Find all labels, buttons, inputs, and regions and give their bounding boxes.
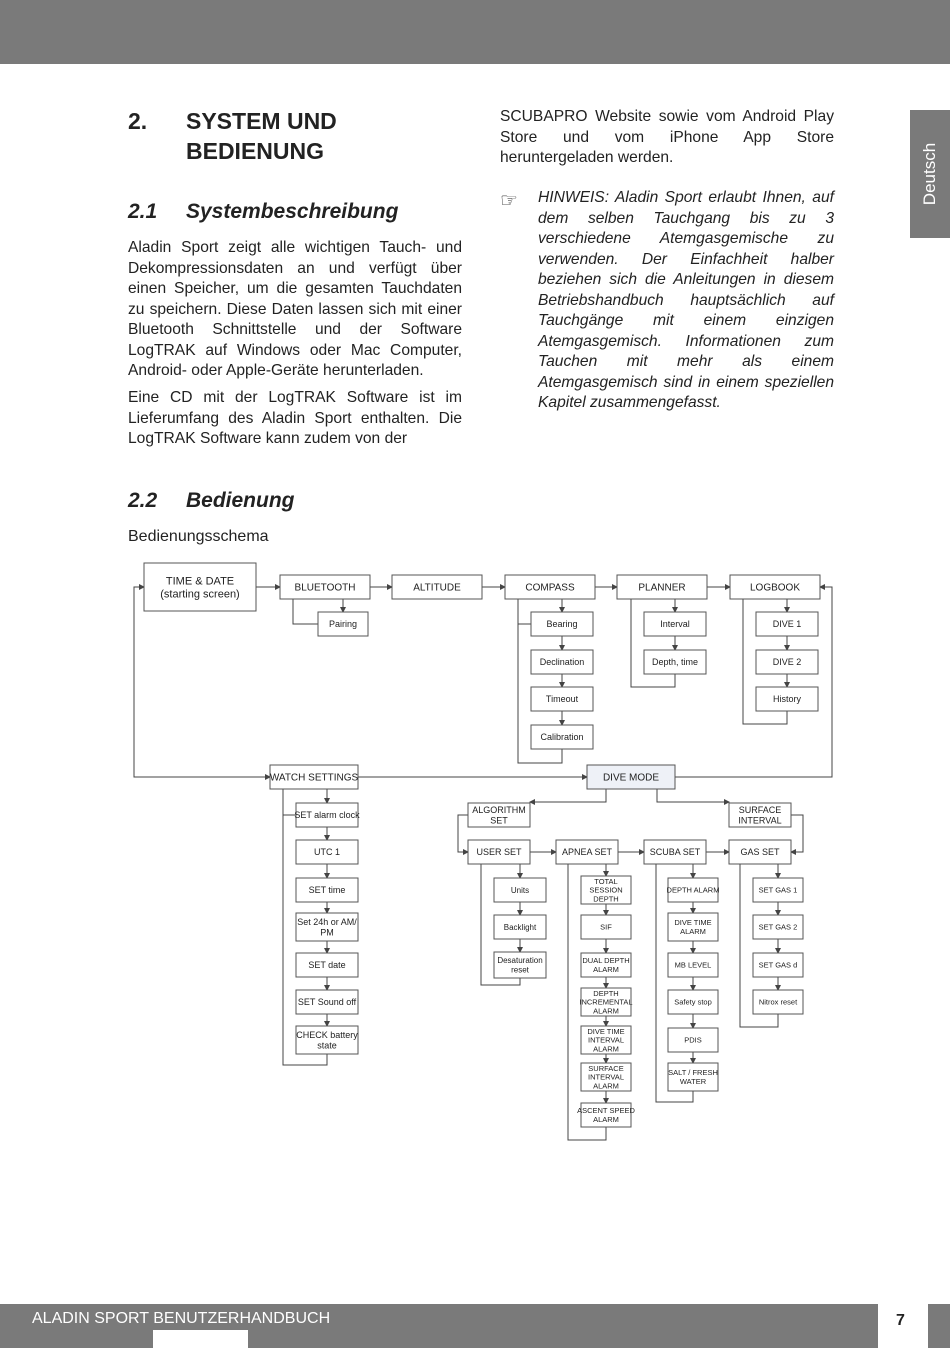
- footer-bar: [0, 1304, 878, 1348]
- node-watch-2: [296, 878, 358, 902]
- node-apnea-2-label: DUAL DEPTH: [582, 956, 630, 966]
- node-scuba-3-label: Safety stop: [674, 997, 712, 1007]
- node-time-date-label: TIME & DATE: [165, 575, 235, 588]
- pointing-hand-icon: ☞: [500, 190, 518, 212]
- node-algorithm-set-label: ALGORITHM: [472, 804, 526, 815]
- subsection-number: 2.1: [128, 200, 158, 223]
- node-watch-6-label: state: [317, 1040, 337, 1051]
- node-apnea-5-label: ALARM: [593, 1081, 619, 1091]
- node-watch-4-label: SET date: [308, 960, 346, 971]
- node-pairing: [318, 612, 368, 636]
- node-watch-0-label: SET alarm clock: [294, 810, 360, 821]
- node-apnea-5-label: INTERVAL: [588, 1072, 624, 1082]
- node-apnea-3: [579, 988, 632, 1016]
- note-text: HINWEIS: Aladin Sport erlaubt Ihnen, auf dem selben Tauchgang bis zu 3 verschiedene Atemgasgemische zu verwenden. Der Einfachheit halber beziehen sich die Anleitungen in diesem Betriebshandbuch hauptsächlich auf Tauchgänge mit einem einzigen Atemgasgemisch. Informationen zum Tauchen mit mehr als einem Atemgasgemisch sind in einem speziellen Kapitel zusammengefasst.: [538, 189, 834, 411]
- node-apnea-2-label: ALARM: [593, 965, 619, 975]
- node-apnea-6-label: ASCENT SPEED: [577, 1106, 635, 1116]
- node-apnea-3-label: INCREMENTAL: [579, 997, 633, 1007]
- node-algorithm-set: [468, 803, 530, 827]
- node-surface-interval: [729, 803, 791, 827]
- node-logbook-1-label: DIVE 2: [772, 657, 802, 668]
- node-user-2-label: Desaturation: [497, 956, 543, 966]
- node-gas-3: [753, 990, 803, 1014]
- node-apnea-4: [581, 1026, 631, 1054]
- node-apnea-1-label: SIF: [600, 922, 612, 932]
- node-planner-1-label: Depth, time: [651, 657, 699, 668]
- node-user-0-label: Units: [510, 885, 530, 895]
- node-logbook-2-label: History: [772, 694, 802, 705]
- node-apnea-5: [581, 1063, 631, 1091]
- page-number-box: [878, 1304, 928, 1348]
- node-apnea-0-label: DEPTH: [593, 894, 619, 904]
- node-time-date: [144, 563, 256, 611]
- node-apnea-6: [577, 1103, 635, 1127]
- node-gas-set: [729, 840, 791, 864]
- node-planner: [617, 575, 707, 599]
- node-surface-interval-label: INTERVAL: [738, 815, 782, 826]
- node-scuba-3: [668, 990, 718, 1014]
- node-watch-0: [294, 803, 360, 827]
- node-apnea-0: [581, 876, 631, 904]
- node-bluetooth: [280, 575, 370, 599]
- node-apnea-3-label: ALARM: [593, 1006, 619, 1016]
- paragraph-system-description: Aladin Sport zeigt alle wichtigen Tauch- und Dekompressionsdaten an und verfügt über einen Speicher, um die gesamten Tauchdaten zu speichern. Diese Daten lassen sich mit einer Bluetooth Schnittstelle und der Software LogTRAK auf Windows oder Mac Computer, Android- oder Apple-Geräte herunterladen.: [128, 239, 462, 379]
- node-logbook-2: [756, 687, 818, 711]
- node-pairing-label: Pairing: [328, 619, 358, 630]
- connector-line: [657, 789, 729, 802]
- node-scuba-0-label: DEPTH ALARM: [666, 885, 720, 895]
- footer-right-strip: [928, 1304, 950, 1348]
- subsection-number: 2.2: [128, 489, 158, 512]
- node-logbook-1: [756, 650, 818, 674]
- node-scuba-4: [668, 1028, 718, 1052]
- node-scuba-2-label: MB LEVEL: [674, 960, 712, 970]
- node-watch-3-label: Set 24h or AM/: [297, 916, 357, 927]
- node-gas-2-label: SET GAS d: [758, 960, 798, 970]
- node-logbook-0-label: DIVE 1: [772, 619, 802, 630]
- page-number: 7: [896, 1312, 905, 1329]
- node-scuba-5: [668, 1063, 718, 1091]
- node-watch-3: [296, 913, 358, 941]
- node-apnea-0-label: SESSION: [589, 885, 623, 895]
- node-watch-5-label: SET Sound off: [297, 997, 357, 1008]
- node-watch-6: [296, 1026, 358, 1054]
- node-scuba-1: [668, 913, 718, 941]
- node-watch-settings: [270, 765, 359, 789]
- node-user-2-label: reset: [511, 965, 529, 975]
- node-compass-2-label: Timeout: [545, 694, 579, 705]
- section-number: 2.: [128, 108, 148, 134]
- node-altitude-label: ALTITUDE: [413, 582, 461, 594]
- node-user-2: [494, 952, 546, 978]
- connector-line: [134, 587, 270, 777]
- node-watch-settings-label: WATCH SETTINGS: [269, 772, 359, 784]
- node-apnea-0-label: TOTAL: [594, 876, 618, 886]
- node-apnea-2: [581, 953, 631, 977]
- language-label: Deutsch: [920, 142, 939, 206]
- node-apnea-4-label: DIVE TIME: [587, 1026, 625, 1036]
- node-apnea-set-label: APNEA SET: [561, 847, 613, 858]
- connector-line: [791, 815, 803, 852]
- node-gas-0-label: SET GAS 1: [758, 885, 798, 895]
- subsection-title: Bedienung: [186, 489, 295, 512]
- node-scuba-5-label: WATER: [679, 1077, 707, 1087]
- connector-line: [530, 789, 606, 802]
- node-logbook-label: LOGBOOK: [749, 582, 801, 594]
- node-gas-2: [753, 953, 803, 977]
- node-watch-1: [296, 840, 358, 864]
- node-gas-set-label: GAS SET: [740, 847, 780, 858]
- paragraph-download-info: SCUBAPRO Website sowie vom Android Play Store und vom iPhone App Store heruntergeladen werden.: [500, 108, 834, 166]
- footer-white-patch: [153, 1330, 248, 1348]
- node-algorithm-set-label: SET: [490, 815, 508, 826]
- node-apnea-5-label: SURFACE: [588, 1063, 624, 1073]
- node-gas-0: [753, 878, 803, 902]
- diagram-caption: Bedienungsschema: [128, 528, 269, 545]
- connector-line: [293, 599, 318, 624]
- node-apnea-6-label: ALARM: [593, 1115, 619, 1125]
- node-planner-1: [644, 650, 706, 674]
- node-gas-3-label: Nitrox reset: [758, 997, 798, 1007]
- node-planner-0: [644, 612, 706, 636]
- paragraph-cd-info: Eine CD mit der LogTRAK Software ist im Lieferumfang des Aladin Sport enthalten. Die LogTRAK Software kann zudem von der: [128, 389, 462, 447]
- node-compass-0: [531, 612, 593, 636]
- node-gas-1: [753, 915, 803, 939]
- node-dive-mode-label: DIVE MODE: [602, 772, 660, 784]
- node-user-1-label: Backlight: [503, 922, 537, 932]
- node-bluetooth-label: BLUETOOTH: [294, 582, 356, 594]
- node-apnea-3-label: DEPTH: [593, 988, 619, 998]
- node-logbook: [730, 575, 820, 599]
- node-compass-1-label: Declination: [539, 657, 585, 668]
- node-compass-0-label: Bearing: [546, 619, 578, 630]
- node-compass-1: [531, 650, 593, 674]
- node-watch-1-label: UTC 1: [313, 847, 341, 858]
- node-time-date-label: (starting screen): [160, 588, 240, 601]
- section-title: SYSTEM UND BEDIENUNG: [186, 108, 337, 164]
- node-watch-4: [296, 953, 358, 977]
- node-planner-0-label: Interval: [660, 619, 690, 630]
- node-altitude: [392, 575, 482, 599]
- node-compass-3: [531, 725, 593, 749]
- node-scuba-1-label: DIVE TIME: [674, 918, 712, 928]
- node-scuba-1-label: ALARM: [680, 927, 706, 937]
- node-surface-interval-label: SURFACE: [738, 804, 782, 815]
- node-apnea-4-label: ALARM: [593, 1044, 619, 1054]
- node-watch-6-label: CHECK battery: [296, 1029, 358, 1040]
- node-scuba-0: [667, 878, 720, 902]
- node-compass-2: [531, 687, 593, 711]
- connector-line: [458, 815, 468, 852]
- node-user-set: [468, 840, 530, 864]
- node-scuba-2: [668, 953, 718, 977]
- node-compass-3-label: Calibration: [540, 732, 584, 743]
- node-apnea-1: [581, 915, 631, 939]
- node-watch-3-label: PM: [320, 927, 334, 938]
- node-apnea-set: [556, 840, 618, 864]
- node-compass-label: COMPASS: [525, 582, 575, 594]
- node-user-1: [494, 915, 546, 939]
- node-user-0: [494, 878, 546, 902]
- node-scuba-set-label: SCUBA SET: [649, 847, 701, 858]
- node-scuba-4-label: PDIS: [684, 1035, 702, 1045]
- node-logbook-0: [756, 612, 818, 636]
- node-gas-1-label: SET GAS 2: [758, 922, 798, 932]
- node-planner-label: PLANNER: [638, 582, 686, 594]
- footer-title: ALADIN SPORT BENUTZERHANDBUCH: [32, 1310, 331, 1327]
- node-watch-5: [296, 990, 358, 1014]
- subsection-title: Systembeschreibung: [186, 200, 399, 223]
- node-dive-mode: [587, 765, 675, 789]
- node-user-set-label: USER SET: [476, 847, 522, 858]
- node-compass: [505, 575, 595, 599]
- node-apnea-4-label: INTERVAL: [588, 1035, 624, 1045]
- node-scuba-5-label: SALT / FRESH: [668, 1068, 718, 1078]
- node-watch-2-label: SET time: [308, 885, 346, 896]
- node-scuba-set: [644, 840, 706, 864]
